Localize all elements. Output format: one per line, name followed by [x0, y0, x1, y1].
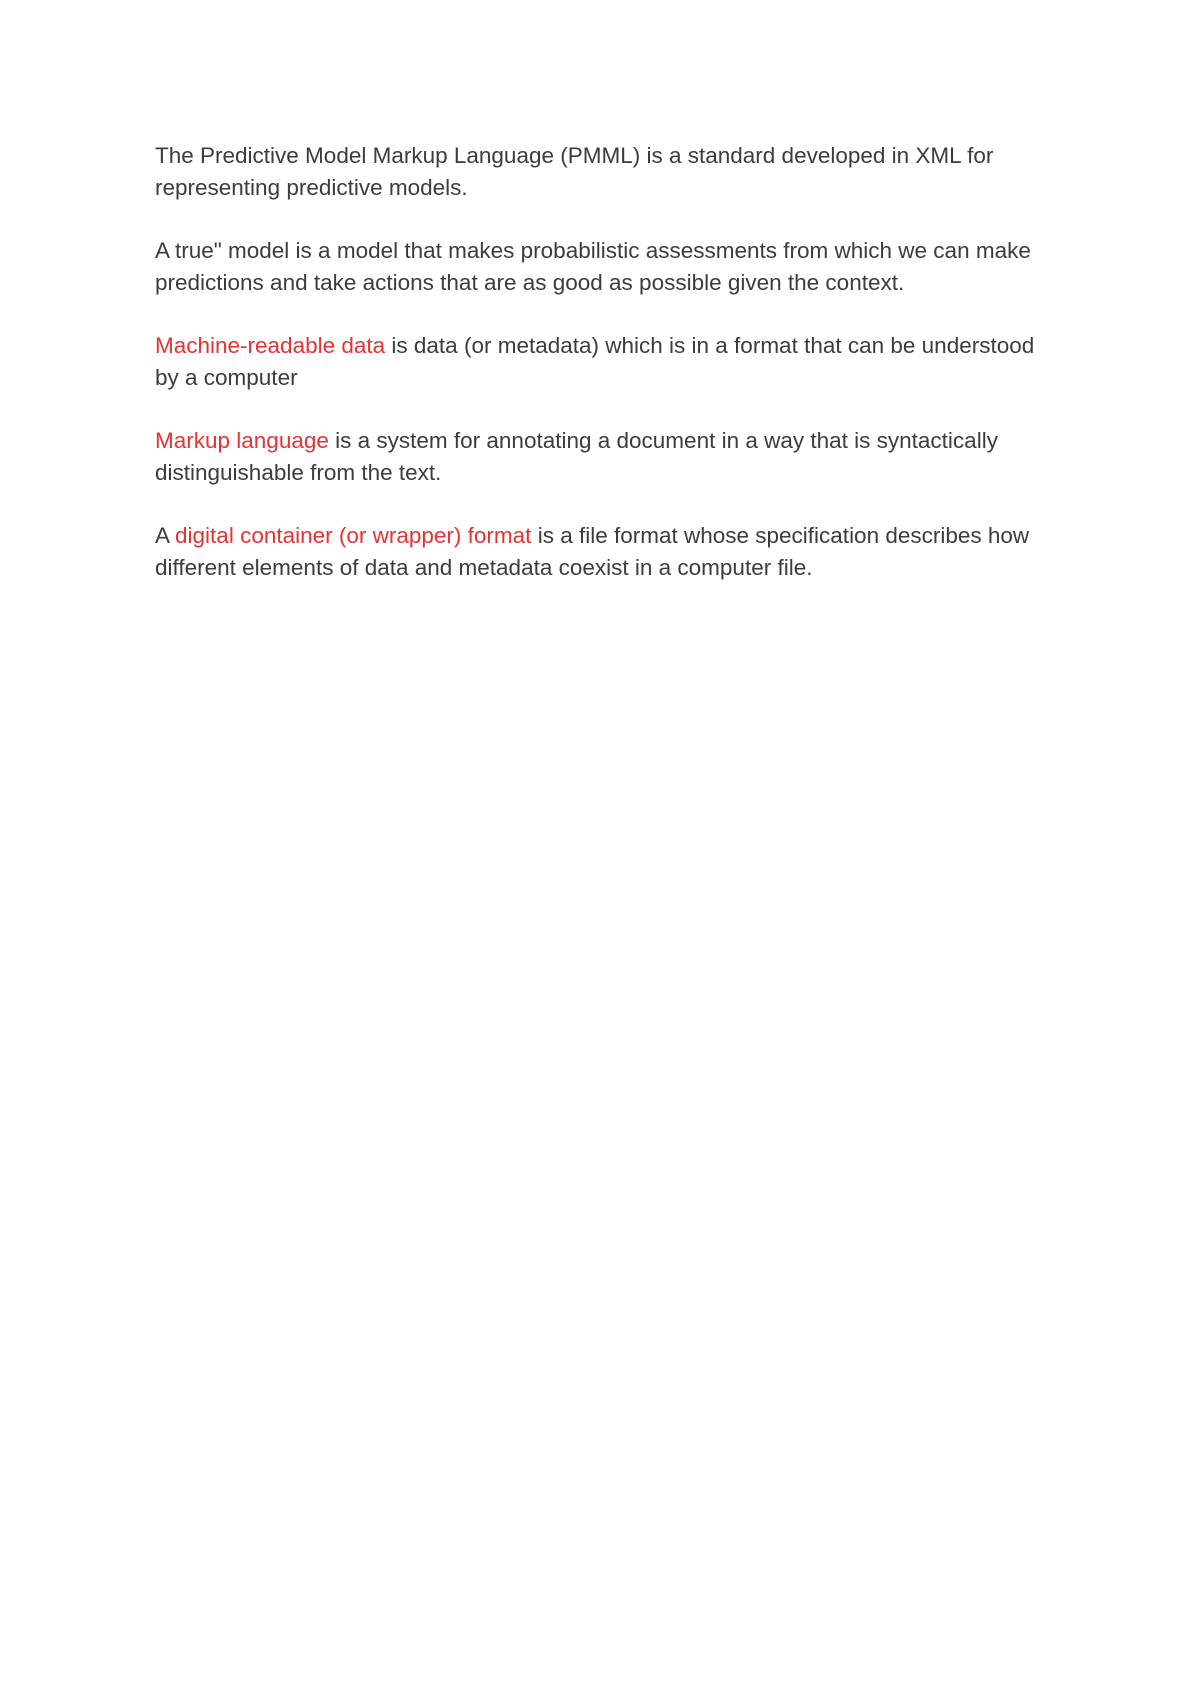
paragraph-digital-container	[155, 520, 1050, 584]
paragraph-text: is data (or metadata) which is in a format that can be understood by a computer	[155, 333, 1035, 390]
paragraph-text: is a system for annotating a document in a way that is syntactically distinguishable from the text.	[155, 428, 998, 485]
paragraph-true-model	[155, 235, 1050, 299]
paragraph-machine-readable-data	[155, 330, 1050, 394]
paragraph-markup-language	[155, 425, 1050, 489]
highlighted-term: Machine-readable data	[155, 333, 386, 358]
paragraph-pmml	[155, 140, 1050, 204]
paragraph-text: A true" model is a model that makes probabilistic assessments from which we can make predictions and take actions that are as good as possible given the context.	[155, 238, 1031, 295]
paragraph-lead-text: A	[155, 523, 176, 548]
highlighted-term: digital container (or wrapper) format	[175, 523, 532, 548]
paragraph-text: The Predictive Model Markup Language (PMML) is a standard developed in XML for representing predictive models.	[155, 143, 994, 200]
highlighted-term: Markup language	[155, 428, 329, 453]
paragraph-text: is a file format whose specification describes how different elements of data and metadata coexist in a computer file.	[155, 523, 1030, 580]
document-body	[155, 140, 1050, 615]
